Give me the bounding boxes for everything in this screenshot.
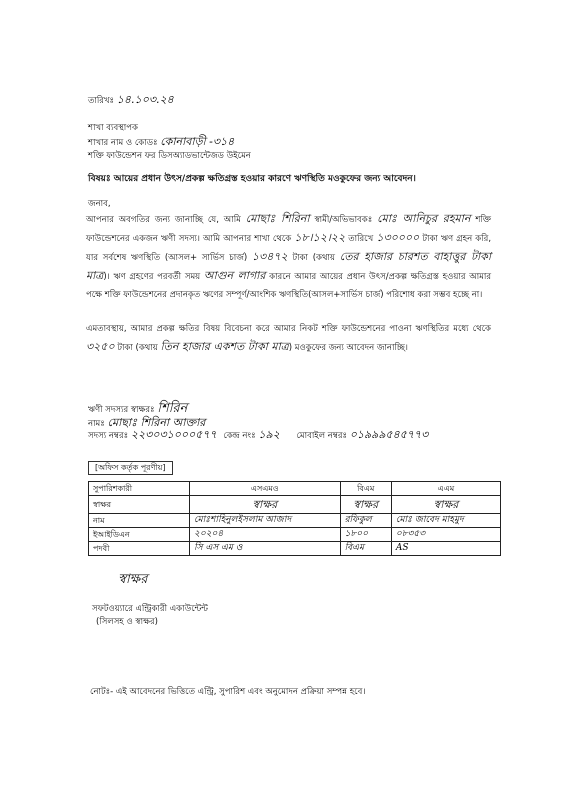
- p1-text-2: স্বামী/অভিভাবকঃ: [314, 215, 373, 225]
- member-name-value: মোছাঃ শিরিনা আক্তার: [107, 416, 206, 429]
- row-label: স্বাক্ষর: [89, 496, 190, 514]
- mobile-value: ০১৯৯৯৫৪৫৭৭৩: [349, 428, 429, 441]
- table-cell: সি এস এম ও: [190, 542, 341, 556]
- member-number-line: [88, 428, 428, 442]
- member-signature-line: [88, 401, 187, 417]
- center-label: কেন্দ্র নংঃ: [223, 431, 256, 441]
- accountant-subtitle: (সিলসহ ও স্বাক্ষর): [96, 617, 158, 627]
- branch-value: কোনাবাড়ী -৩১৪: [160, 135, 235, 148]
- table-cell: মোঃ জাবেদ মাহমুদ: [391, 514, 500, 528]
- p2-text-1: এমতাবস্থায়, আমার প্রকল্প ক্ষতির বিষয় বিবেচনা করে আমার নিকট শক্তি ফাউন্ডেশনের পাওনা ঋণস্থিতির মধ্যে থেকে: [86, 324, 491, 334]
- date-value: ১৪.১০৩.২৪: [116, 93, 174, 106]
- table-cell: মোঃশাহিনুলইসলাম আজাদ: [190, 514, 341, 528]
- member-signature: শিরিন: [157, 401, 188, 416]
- table-cell: ২০২০৪: [190, 528, 341, 542]
- p2-text-3: ) মওকুফের জন্য আবেদন জানাচ্ছি।: [288, 343, 408, 353]
- loan-amount-handwritten: ১৩০০০০: [376, 231, 420, 244]
- p1-text-3: শক্তি ফাউন্ডেশনের একজন ঋণী সদস্য। আমি আপনার শাখা থেকে: [86, 215, 492, 244]
- outstanding-words-handwritten: তের হাজার চারশত বাহাত্তুর টাকা মাত্র: [86, 250, 492, 282]
- member-number-label: সদস্য নম্বরঃ: [88, 431, 129, 441]
- member-signature-label: ঋণী সদস্যর স্বাক্ষরঃ: [88, 405, 155, 415]
- table-row: [89, 528, 501, 542]
- p2-text-2: টাকা (কথায়: [117, 343, 158, 353]
- p1-text-7: )। ঋণ গ্রহণের পরবর্তী সময়: [103, 272, 201, 282]
- bm-signature: স্বাক্ষর: [340, 496, 391, 514]
- am-signature: স্বাক্ষর: [391, 496, 500, 514]
- waiver-words-handwritten: তিন হাজার একশত টাকা মাত্র: [160, 340, 289, 353]
- reason-handwritten: আগুন লাগার: [203, 269, 266, 282]
- member-name-handwritten: মোছাঃ শিরিনা: [245, 212, 310, 225]
- table-row: [89, 496, 501, 514]
- table-cell: রফিকুল: [340, 514, 391, 528]
- paragraph-1: [86, 210, 491, 304]
- husband-name-handwritten: মোঃ আনিচুর রহমান: [377, 212, 471, 225]
- office-use-label: [অফিস কর্তৃক পূরণীয়]: [88, 461, 173, 475]
- loan-date-handwritten: ১৮।১২।২২: [294, 231, 346, 244]
- p1-text-6: টাকা (কথায়: [292, 253, 335, 263]
- approval-table: [88, 481, 501, 556]
- paragraph-2: [86, 320, 491, 357]
- outstanding-handwritten: ১৩৪৭২: [251, 250, 288, 263]
- waiver-amount-handwritten: ৩২৫০: [86, 340, 115, 353]
- accountant-signature: স্বাক্ষর: [118, 572, 148, 587]
- table-header: সুপারিশকারী: [89, 482, 190, 496]
- smo-signature: স্বাক্ষর: [190, 496, 341, 514]
- p1-text-5: টাকা ঋণ গ্রহন করি, যার সর্বশেষ ঋণস্থিতি (আসল+ সার্ভিস চার্জ): [86, 234, 492, 263]
- footer-note: নোটঃ- এই আবেদনের ভিত্তিতে এন্ট্রি, সুপারিশ এবং অনুমোদন প্রক্রিয়া সম্পন্ন হবে।: [90, 687, 366, 697]
- mobile-label: মোবাইল নম্বরঃ: [296, 431, 348, 441]
- organization-line: শক্তি ফাউন্ডেশন ফর ডিসঅ্যাডভান্টেজড উইমেন: [88, 151, 251, 161]
- center-value: ১৯২: [258, 428, 280, 441]
- row-label: পদবী: [89, 542, 190, 556]
- table-cell: ১৮০০: [340, 528, 391, 542]
- table-cell: AS: [391, 542, 500, 556]
- recipient-line: শাখা ব্যবস্থাপক: [88, 123, 138, 133]
- accountant-title: সফটওয়্যারে এন্ট্রিকারী একাউন্টেন্ট: [92, 604, 208, 614]
- table-row: [89, 542, 501, 556]
- p1-text-4: তারিখে: [348, 234, 374, 244]
- table-cell: ০৮৩৫৩: [391, 528, 500, 542]
- subject-line: বিষয়ঃ আয়ের প্রধান উৎস/প্রকল্প ক্ষতিগ্রস্ত হওয়ার কারণে ঋণস্থিতি মওকুফের জন্য আবেদন।: [88, 174, 416, 184]
- table-header: এসএমও: [190, 482, 341, 496]
- table-header: বিএম: [340, 482, 391, 496]
- member-number-value: ২২৩০৩১০০০৫৭৭: [130, 428, 217, 441]
- branch-line: [88, 135, 234, 149]
- row-label: ইআইডিএন: [89, 528, 190, 542]
- member-name-label: নামঃ: [88, 419, 105, 429]
- table-cell: বিএম: [340, 542, 391, 556]
- date-line: [88, 93, 174, 107]
- row-label: নাম: [89, 514, 190, 528]
- table-header: এএম: [391, 482, 500, 496]
- date-label: তারিখঃ: [88, 96, 115, 106]
- branch-label: শাখার নাম ও কোডঃ: [88, 138, 158, 148]
- table-row: [89, 514, 501, 528]
- p1-text-8: কারনে আমার আয়ের প্রধান উৎস/প্রকল্প ক্ষতিগ্রস্ত হওয়ার আমার পক্ষে শক্তি ফাউন্ডেশনের প্রদানকৃত ঋণের সম্পূর্ণ/আংশিক ঋণস্থিতি(আসল+সার্ভিস চার্জ) পরিশোধ করা সম্ভব হচ্ছে না।: [86, 272, 491, 300]
- salutation: জনাব,: [88, 199, 111, 209]
- p1-text-1: আপনার অবগতির জন্য জানাচ্ছি যে, আমি: [86, 215, 241, 225]
- table-header-row: [89, 482, 501, 496]
